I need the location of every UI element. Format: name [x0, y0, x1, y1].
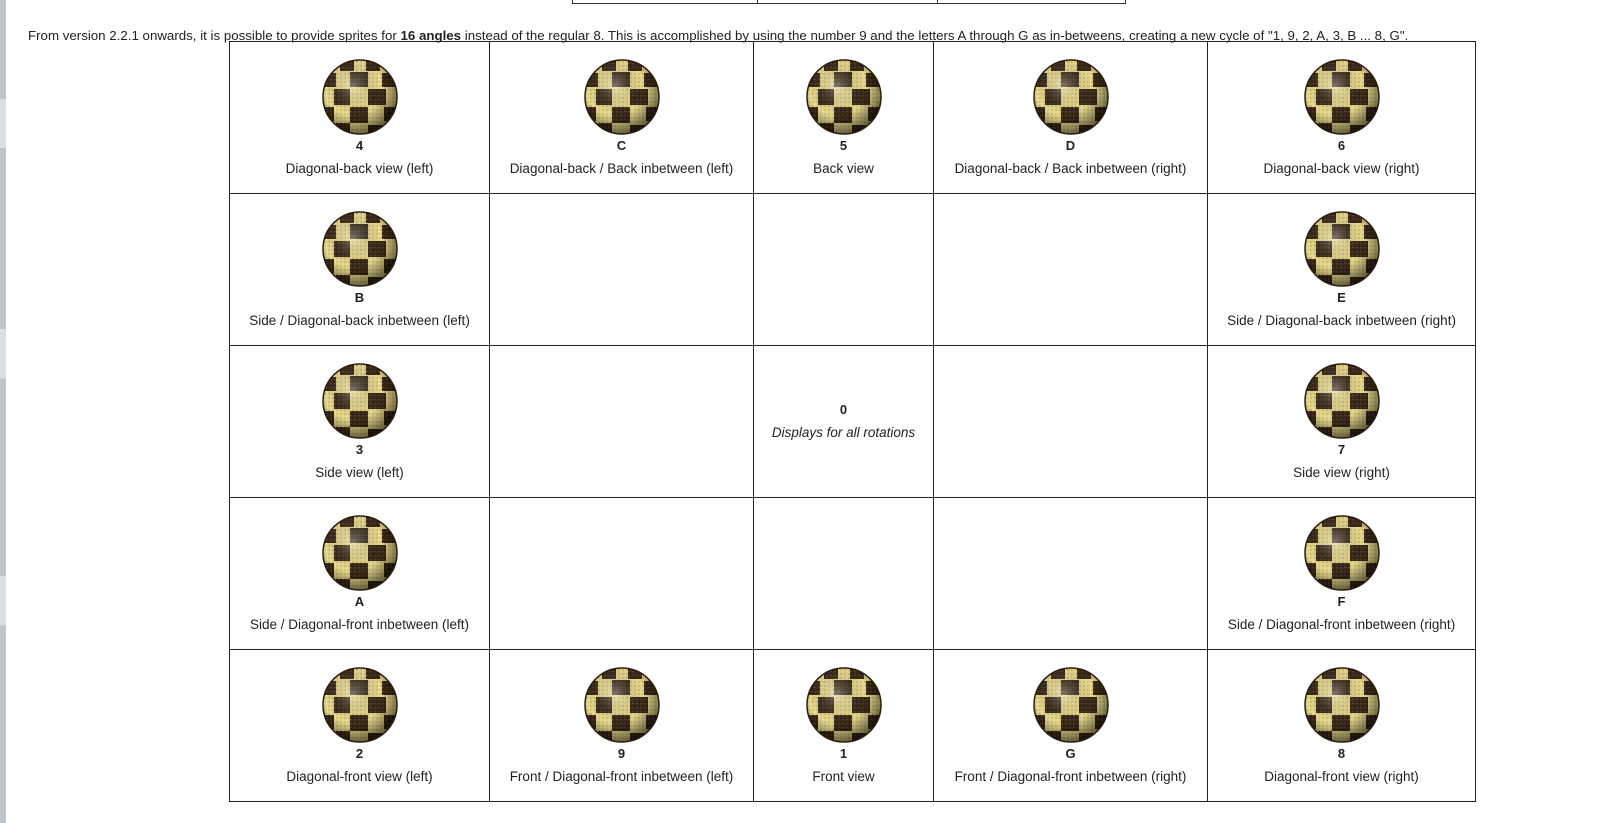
empty-cell — [490, 194, 754, 346]
angle-description: Side / Diagonal-front inbetween (left) — [249, 617, 470, 632]
angle-code: 2 — [355, 746, 364, 761]
table-divider — [937, 0, 938, 4]
angle-cell-content — [934, 650, 1207, 801]
angle-cell-content — [230, 346, 489, 497]
angle-cell — [1208, 346, 1476, 498]
angle-description: Diagonal-back / Back inbetween (left) — [509, 161, 734, 176]
angle-description: Side view (right) — [1293, 465, 1390, 480]
angle-code: 7 — [1337, 442, 1346, 457]
empty-cell — [754, 498, 934, 650]
grid-row — [230, 42, 1476, 194]
grid-row — [230, 650, 1476, 802]
angle-description: Diagonal-back view (right) — [1263, 161, 1420, 176]
angle-cell-content — [1208, 650, 1475, 801]
angle-code: 6 — [1337, 138, 1346, 153]
angle-description: Front view — [812, 769, 875, 784]
table-divider — [757, 0, 758, 4]
angle-cell — [934, 42, 1208, 194]
angle-code: 9 — [617, 746, 626, 761]
checkered-ball-icon — [804, 665, 884, 745]
angle-cell-content — [1208, 498, 1475, 649]
angle-grid — [229, 41, 1476, 802]
checkered-ball-icon — [320, 513, 400, 593]
angle-description: Front / Diagonal-front inbetween (left) — [509, 769, 734, 784]
angle-description: Diagonal-front view (left) — [286, 769, 433, 784]
intro-bold: 16 angles — [400, 28, 462, 44]
checkered-ball-icon — [1031, 57, 1111, 137]
angle-cell — [934, 650, 1208, 802]
checkered-ball-icon — [320, 361, 400, 441]
empty-cell — [490, 346, 754, 498]
intro-text-before: From version 2.2.1 onwards, it is possible to provide sprites for — [28, 28, 401, 44]
angle-description: Front / Diagonal-front inbetween (right) — [954, 769, 1187, 784]
angle-code: D — [1065, 138, 1076, 153]
checkered-ball-icon — [582, 57, 662, 137]
checkered-ball-icon — [1031, 665, 1111, 745]
checkered-ball-icon — [582, 665, 662, 745]
page-left-edge — [0, 0, 6, 823]
angle-code: 3 — [355, 442, 364, 457]
angle-cell — [230, 42, 490, 194]
previous-table-remnant — [572, 0, 1126, 4]
angle-cell-content — [230, 650, 489, 801]
angle-cell-content — [1208, 346, 1475, 497]
angle-cell — [754, 42, 934, 194]
angle-description: Diagonal-back / Back inbetween (right) — [954, 161, 1187, 176]
angle-cell — [230, 194, 490, 346]
angle-code: E — [1337, 290, 1346, 305]
angle-code: C — [616, 138, 627, 153]
angle-cell — [490, 650, 754, 802]
intro-text-after: instead of the regular 8. This is accomplished by using the number 9 and the letters A through G as in-betweens, creating a new cycle of "1, 9, 2, A, 3, B ... 8, G". — [461, 28, 1409, 44]
empty-cell — [934, 346, 1208, 498]
angle-code: 5 — [839, 138, 848, 153]
grid-row — [230, 194, 1476, 346]
checkered-ball-icon — [1302, 665, 1382, 745]
angle-cell — [1208, 42, 1476, 194]
angle-description: Side / Diagonal-back inbetween (left) — [249, 313, 470, 328]
grid-row — [230, 498, 1476, 650]
angle-description: Side view (left) — [315, 465, 404, 480]
angle-cell — [754, 346, 934, 498]
angle-cell-content — [1208, 42, 1475, 193]
angle-description: Diagonal-back view (left) — [285, 161, 434, 176]
checkered-ball-icon — [320, 57, 400, 137]
angle-cell — [1208, 650, 1476, 802]
angle-cell-content — [934, 42, 1207, 193]
angle-cell — [754, 650, 934, 802]
angle-code: 8 — [1337, 746, 1346, 761]
angle-code: 1 — [839, 746, 848, 761]
angle-cell-content — [230, 498, 489, 649]
empty-cell — [490, 498, 754, 650]
angle-cell-content — [230, 42, 489, 193]
angle-cell — [1208, 498, 1476, 650]
angle-description: Diagonal-front view (right) — [1264, 769, 1419, 784]
angle-code: A — [354, 594, 365, 609]
angle-code: B — [354, 290, 365, 305]
angle-description: Side / Diagonal-back inbetween (right) — [1227, 313, 1456, 328]
checkered-ball-icon — [320, 665, 400, 745]
grid-row — [230, 346, 1476, 498]
angle-cell — [1208, 194, 1476, 346]
angle-cell — [230, 346, 490, 498]
empty-cell — [934, 194, 1208, 346]
checkered-ball-icon — [1302, 513, 1382, 593]
checkered-ball-icon — [1302, 361, 1382, 441]
angle-cell — [230, 650, 490, 802]
angle-code: 4 — [355, 138, 364, 153]
angle-code: F — [1337, 594, 1346, 609]
angle-description: Displays for all rotations — [771, 425, 916, 440]
empty-cell — [934, 498, 1208, 650]
angle-cell-content — [1208, 194, 1475, 345]
angle-cell-content — [754, 346, 933, 497]
angle-cell — [230, 498, 490, 650]
angle-cell — [490, 42, 754, 194]
angle-description: Side / Diagonal-front inbetween (right) — [1227, 617, 1456, 632]
empty-cell — [754, 194, 934, 346]
angle-cell-content — [754, 42, 933, 193]
checkered-ball-icon — [1302, 209, 1382, 289]
angle-description: Back view — [813, 161, 874, 176]
angle-cell-content — [490, 42, 753, 193]
angle-code: 0 — [839, 402, 848, 417]
checkered-ball-icon — [1302, 57, 1382, 137]
angle-cell-content — [230, 194, 489, 345]
angle-code: G — [1065, 746, 1076, 761]
angle-cell-content — [490, 650, 753, 801]
checkered-ball-icon — [320, 209, 400, 289]
angle-cell-content — [754, 650, 933, 801]
checkered-ball-icon — [804, 57, 884, 137]
